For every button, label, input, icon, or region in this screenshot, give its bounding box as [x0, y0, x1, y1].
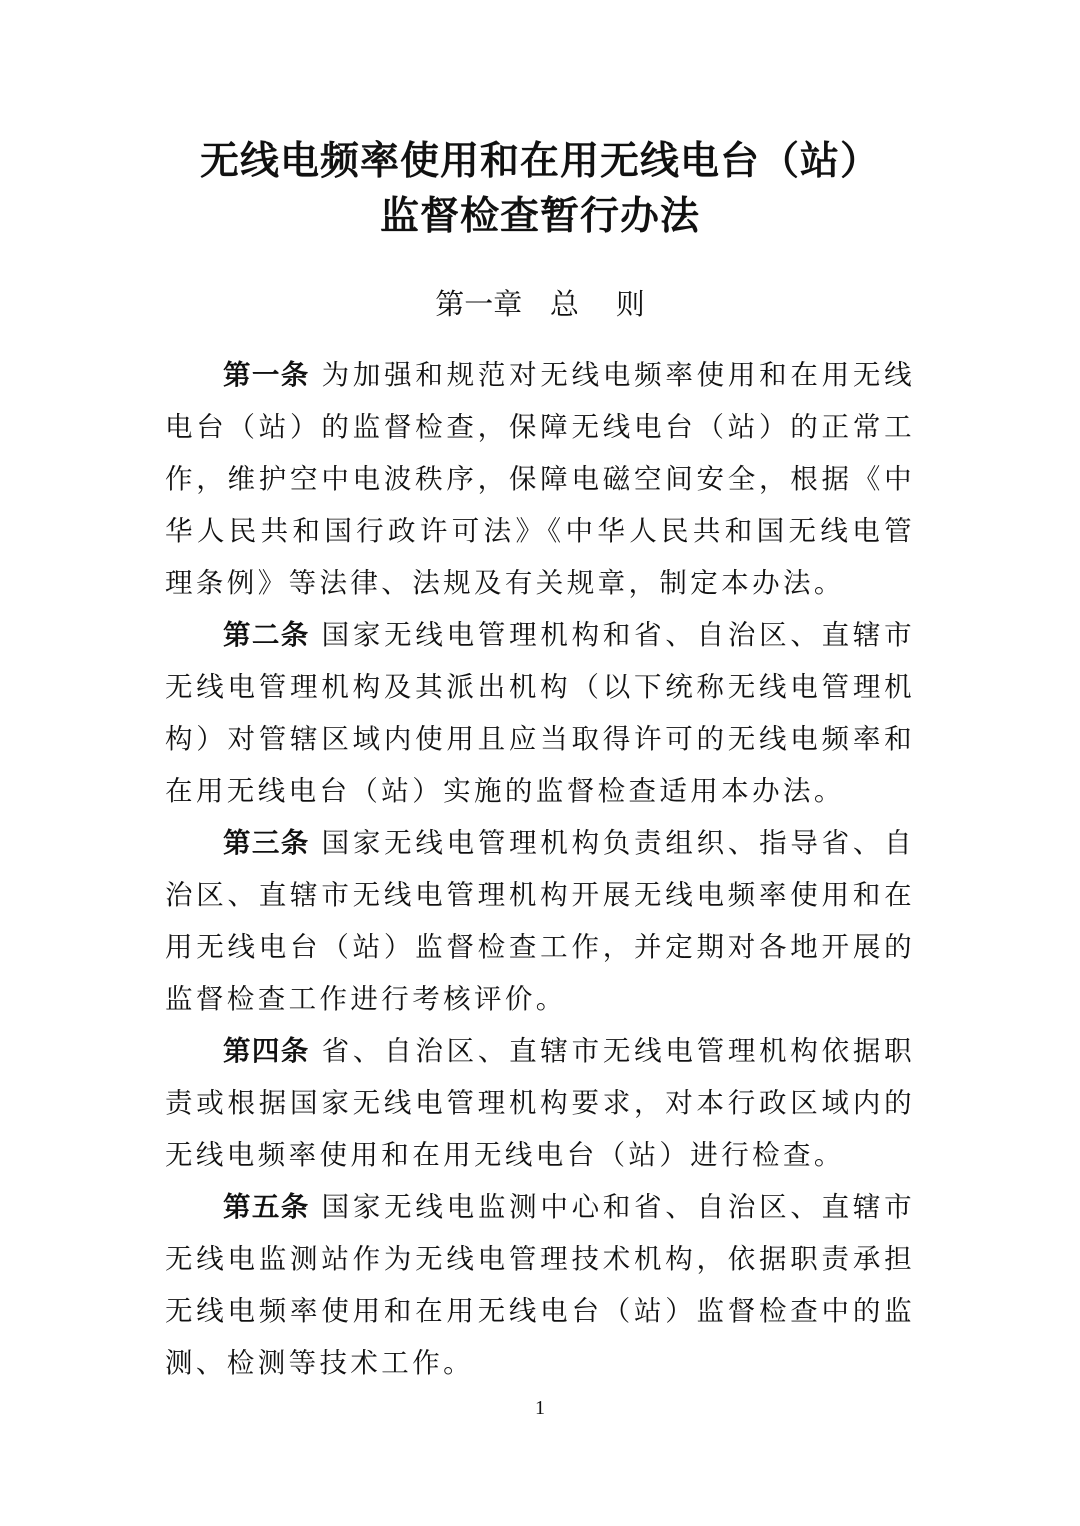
page-number: 1	[535, 1397, 545, 1419]
article-heading: 第四条	[223, 1035, 310, 1067]
article-text: 国家无线电监测中心和省、自治区、直辖市无线电监测站作为无线电管理技术机构，依据职责承担无线电频率使用和在用无线电台（站）监督检查中的监测、检测等技术工作。	[165, 1191, 915, 1379]
article-text: 国家无线电管理机构和省、自治区、直辖市无线电管理机构及其派出机构（以下统称无线电管理机构）对管辖区域内使用且应当取得许可的无线电频率和在用无线电台（站）实施的监督检查适用本办法。	[165, 619, 915, 807]
article-4	[165, 1025, 915, 1181]
document-title-line-2: 监督检查暂行办法	[379, 194, 700, 239]
article-heading: 第五条	[223, 1191, 310, 1223]
article-heading: 第二条	[223, 619, 310, 651]
article-2	[165, 609, 915, 817]
chapter-heading: 第一章 总 则	[435, 287, 645, 321]
article-5	[165, 1181, 915, 1389]
document-title-line-1: 无线电频率使用和在用无线电台（站）	[199, 139, 880, 184]
article-text: 国家无线电管理机构负责组织、指导省、自治区、直辖市无线电管理机构开展无线电频率使用和在用无线电台（站）监督检查工作，并定期对各地开展的监督检查工作进行考核评价。	[165, 827, 915, 1015]
document-body	[165, 349, 915, 1389]
article-text: 为加强和规范对无线电频率使用和在用无线电台（站）的监督检查，保障无线电台（站）的正常工作，维护空中电波秩序，保障电磁空间安全，根据《中华人民共和国行政许可法》《中华人民共和国无线电管理条例》等法律、法规及有关规章，制定本办法。	[165, 359, 915, 599]
article-1	[165, 349, 915, 609]
article-heading: 第三条	[223, 827, 310, 859]
article-3	[165, 817, 915, 1025]
article-heading: 第一条	[223, 359, 310, 391]
article-text: 省、自治区、直辖市无线电管理机构依据职责或根据国家无线电管理机构要求，对本行政区域内的无线电频率使用和在用无线电台（站）进行检查。	[165, 1035, 915, 1171]
